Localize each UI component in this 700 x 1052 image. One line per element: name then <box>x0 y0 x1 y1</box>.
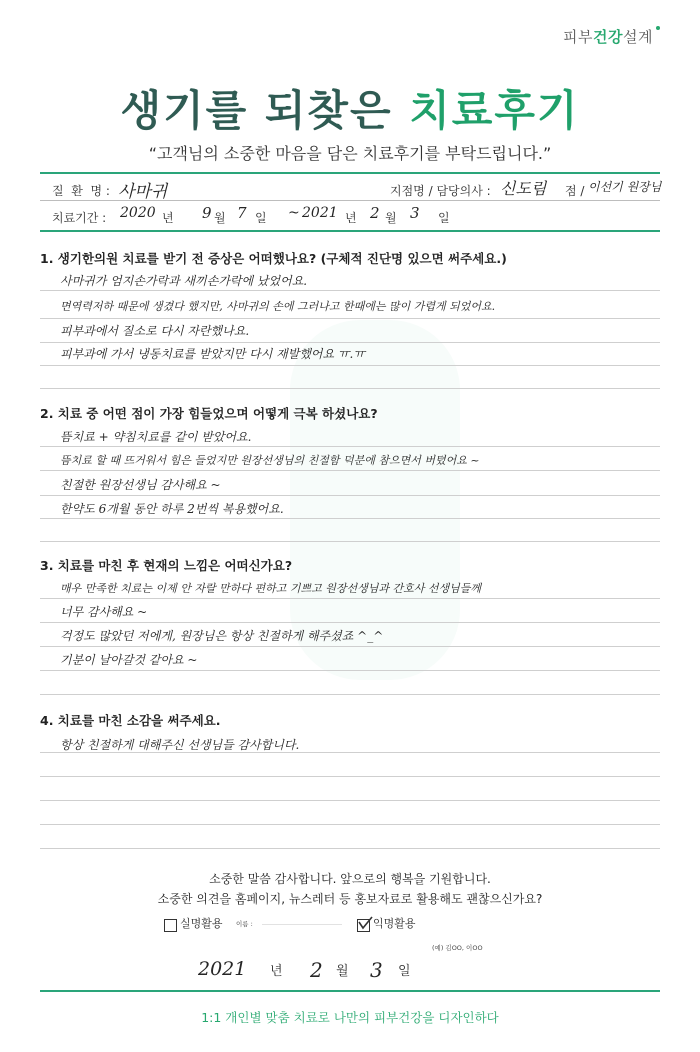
disease-value: 사마귀 <box>118 182 168 202</box>
month-label: 월 <box>214 211 226 225</box>
answer-line <box>40 518 660 519</box>
answer-line <box>40 848 660 849</box>
date-day: 3 <box>370 958 383 982</box>
answer-line <box>40 342 660 343</box>
closing-line-1: 소중한 말씀 감사합니다. 앞으로의 행복을 기원합니다. <box>209 872 491 886</box>
disease-label: 질 환 명 : <box>52 184 110 198</box>
answer-line <box>40 365 660 366</box>
doctor-value: 이선기 원장님 <box>588 180 662 194</box>
answer-line <box>40 646 660 647</box>
page-subtitle: “고객님의 소중한 마음을 담은 치료후기를 부탁드립니다.” <box>148 144 552 163</box>
date-month-label: 월 <box>336 964 349 979</box>
period-start-month: 9 <box>202 204 212 222</box>
year-label-end: 년 <box>345 211 357 225</box>
branch-suffix: 점 / <box>565 184 585 198</box>
name-field-label: 이름 : <box>236 920 253 928</box>
footer-divider <box>40 990 660 992</box>
period-end-day: 3 <box>410 204 420 222</box>
answer-line <box>40 800 660 801</box>
answer-line <box>40 622 660 623</box>
brand-logo: 피부건강설계 <box>563 26 660 47</box>
answer-2-line-4: 한약도 6개월 동안 하루 2번씩 복용했어요. <box>60 502 284 516</box>
period-label: 치료기간 : <box>52 211 107 225</box>
answer-line <box>40 694 660 695</box>
answer-line <box>40 470 660 471</box>
answer-2-line-2: 뜸치료 할 때 뜨거워서 힘은 들었지만 원장선생님의 친절함 덕분에 참으면서 버텼어요 ~ <box>60 454 480 467</box>
date-year-label: 년 <box>270 964 283 979</box>
anonymous-checkbox[interactable] <box>357 917 370 936</box>
answer-1-line-4: 피부과에 가서 냉동치료를 받았지만 다시 재발했어요 ㅠ.ㅠ <box>60 347 365 361</box>
period-start-day: 7 <box>237 204 247 222</box>
answer-3-line-3: 걱정도 많았던 저에게, 원장님은 항상 친절하게 해주셨죠 ^_^ <box>60 629 384 643</box>
year-label: 년 <box>162 211 174 225</box>
answer-line <box>40 318 660 319</box>
question-3: 3. 치료를 마친 후 현재의 느낌은 어떠신가요? <box>40 558 293 573</box>
answer-1-line-2: 면역력저하 때문에 생겼다 했지만, 사마귀의 손에 그러나고 한때에는 많이 가렵게 되었어요. <box>60 300 496 313</box>
period-start-year: 2020 <box>120 205 156 221</box>
answer-3-line-1: 매우 만족한 치료는 이제 안 자랄 만하다 편하고 기쁘고 원장선생님과 간호사 선생님들께 <box>60 582 481 595</box>
answer-3-line-4: 기분이 날아갈것 같아요 ~ <box>60 653 198 667</box>
date-day-label: 일 <box>398 964 411 979</box>
date-year: 2021 <box>198 958 247 980</box>
answer-line <box>40 290 660 291</box>
period-end-month: 2 <box>370 204 380 222</box>
background-watermark <box>290 320 460 680</box>
closing-line-2: 소중한 의견을 홈페이지, 뉴스레터 등 홍보자료로 활용해도 괜찮으신가요? <box>157 892 543 906</box>
info-bottom-divider <box>40 230 660 232</box>
real-name-checkbox[interactable] <box>164 917 177 936</box>
answer-1-line-3: 피부과에서 질소로 다시 자란했나요. <box>60 324 250 338</box>
period-end-year: 2021 <box>302 205 338 221</box>
answer-line <box>40 670 660 671</box>
question-1: 1. 생기한의원 치료를 받기 전 증상은 어떠했나요? (구체적 진단명 있으면 써주세요.) <box>40 251 507 266</box>
anonymous-example: (예) 김OO, 이OO <box>432 944 483 952</box>
branch-label: 지점명 / 담당의사 : <box>390 184 491 198</box>
answer-3-line-2: 너무 감사해요 ~ <box>60 605 148 619</box>
period-tilde: ~ <box>288 205 300 221</box>
answer-line <box>40 388 660 389</box>
real-name-option-label: 실명활용 <box>180 917 223 930</box>
page-title: 생기를 되찾은 치료후기 <box>120 86 580 135</box>
answer-2-line-1: 뜸치료 + 약침치료를 같이 받았어요. <box>60 430 252 444</box>
day-label: 일 <box>255 211 267 225</box>
check-mark-icon <box>357 916 373 930</box>
top-divider <box>40 172 660 174</box>
answer-line <box>40 598 660 599</box>
answer-line <box>40 541 660 542</box>
branch-value: 신도림 <box>500 179 547 198</box>
answer-4-line-1: 항상 친절하게 대해주신 선생님들 감사합니다. <box>60 738 300 752</box>
anonymous-option-label: 익명활용 <box>373 917 416 930</box>
question-2: 2. 치료 중 어떤 점이 가장 힘들었으며 어떻게 극복 하셨나요? <box>40 406 378 421</box>
answer-line <box>40 495 660 496</box>
info-divider <box>40 200 660 201</box>
day-label-end: 일 <box>438 211 450 225</box>
month-label-end: 월 <box>385 211 397 225</box>
answer-line <box>40 776 660 777</box>
question-4: 4. 치료를 마친 소감을 써주세요. <box>40 713 221 728</box>
date-month: 2 <box>310 958 323 982</box>
answer-line <box>40 446 660 447</box>
answer-2-line-3: 친절한 원장선생님 감사해요 ~ <box>60 478 221 492</box>
answer-line <box>40 824 660 825</box>
footer-slogan: 1:1 개인별 맞춤 치료로 나만의 피부건강을 디자인하다 <box>201 1010 499 1025</box>
answer-1-line-1: 사마귀가 엄지손가락과 새끼손가락에 났었어요. <box>60 274 308 288</box>
name-field[interactable] <box>262 924 342 925</box>
